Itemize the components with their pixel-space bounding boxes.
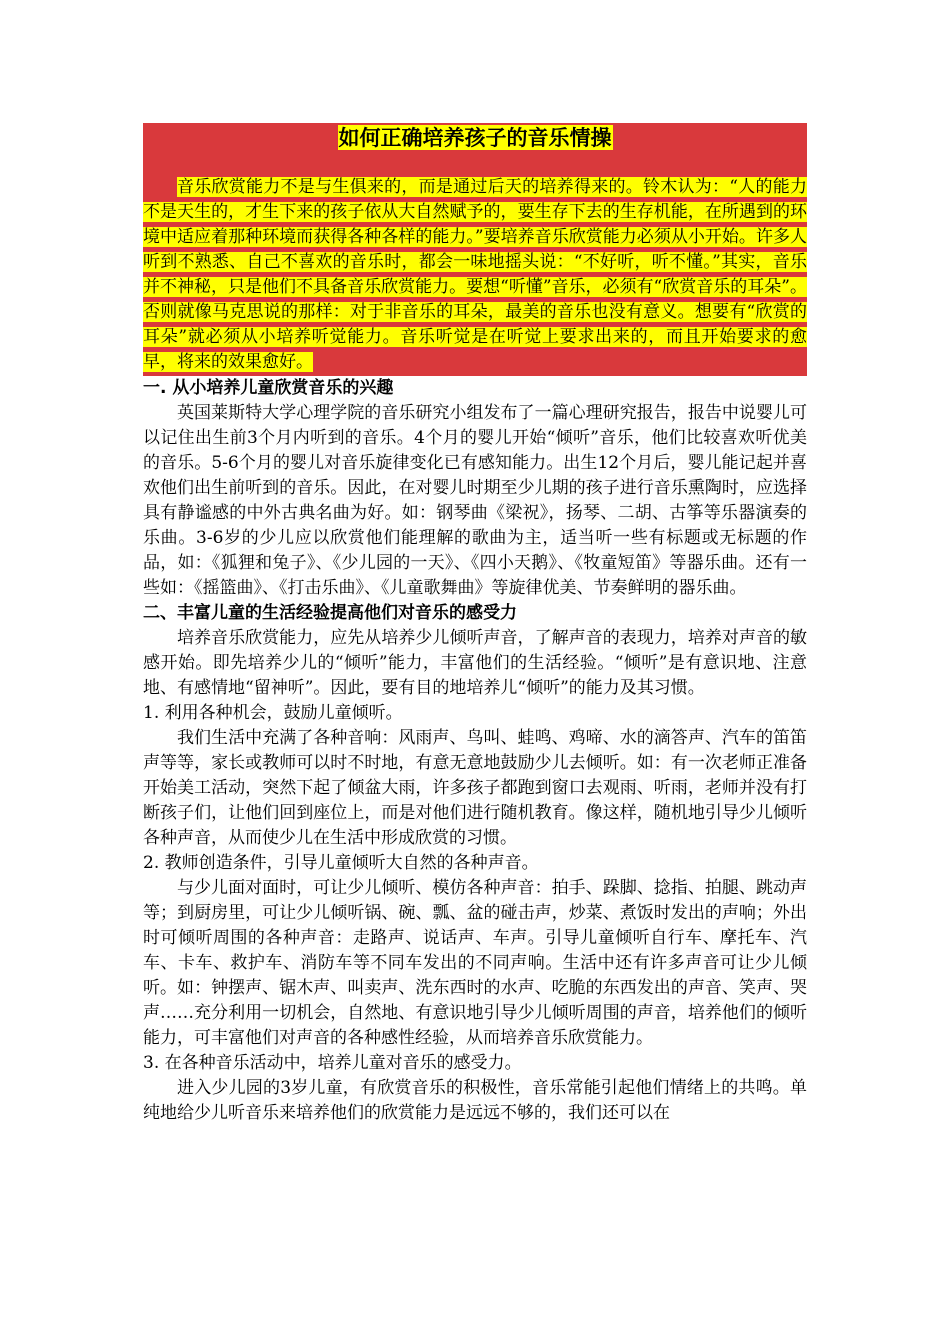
document-body — [143, 123, 807, 1126]
intro-paragraph — [143, 175, 807, 375]
section-2-paragraph: 培养音乐欣赏能力，应先从培养少儿倾听声音，了解声音的表现力，培养对声音的敏感开始。即先培养少儿的“倾听”能力，丰富他们的生活经验。“倾听”是有意识地、注意地、有感情地“留神听”。因此，要有目的地培养儿“倾听”的能力及其习惯。 — [143, 628, 807, 698]
section-1-paragraph: 英国莱斯特大学心理学院的音乐研究小组发布了一篇心理研究报告，报告中说婴儿可以记住出生前3个月内听到的音乐。4个月的婴儿开始“倾听”音乐，他们比较喜欢听优美的音乐。5-6个月的婴儿对音乐旋律变化已有感知能力。出生12个月后，婴儿能记起并喜欢他们出生前听到的音乐。因此，在对婴儿时期至少儿期的孩子进行音乐熏陶时，应选择具有静谧感的中外古典名曲为好。如：钢琴曲《梁祝》，扬琴、二胡、古筝等乐器演奏的乐曲。3-6岁的少儿应以欣赏他们能理解的歌曲为主，适当听一些有标题或无标题的作品，如：《狐狸和兔子》、《少儿园的一天》、《四小天鹅》、《牧童短笛》等器乐曲。还有一些如：《摇篮曲》、《打击乐曲》、《儿童歌舞曲》等旋律优美、节奏鲜明的器乐曲。 — [143, 403, 807, 598]
item-2-body: 与少儿面对面时，可让少儿倾听、模仿各种声音：拍手、跺脚、捻指、拍腿、跳动声等；到厨房里，可让少儿倾听锅、碗、瓢、盆的碰击声，炒菜、煮饭时发出的声响；外出时可倾听周围的各种声音：走路声、说话声、车声。引导儿童倾听自行车、摩托车、汽车、卡车、救护车、消防车等不同车发出的不同声响。生活中还有许多声音可让少儿倾听。如：钟摆声、锯木声、叫卖声、洗东西时的水声、吃脆的东西发出的声音、笑声、哭声……充分利用一切机会，自然地、有意识地引导少儿倾听周围的声音，培养他们的倾听能力，可丰富他们对声音的各种感性经验，从而培养音乐欣赏能力。 — [143, 878, 807, 1048]
highlighted-banner — [143, 123, 807, 376]
item-1-body: 我们生活中充满了各种音响：风雨声、鸟叫、蛙鸣、鸡啼、水的滴答声、汽车的笛笛声等等，家长或教师可以时不时地，有意无意地鼓励少儿去倾听。如：有一次老师正准备开始美工活动，突然下起了倾盆大雨，许多孩子都跑到窗口去观雨、听雨，老师并没有打断孩子们，让他们回到座位上，而是对他们进行随机教育。像这样，随机地引导少儿倾听各种声音，从而使少儿在生活中形成欣赏的习惯。 — [143, 728, 807, 848]
item-1-title: 1. 利用各种机会，鼓励儿童倾听。 — [143, 703, 403, 723]
item-3-body: 进入少儿园的3岁儿童，有欣赏音乐的积极性，音乐常能引起他们情绪上的共鸣。单纯地给少儿听音乐来培养他们的欣赏能力是远远不够的，我们还可以在 — [143, 1078, 807, 1123]
blank-row — [143, 153, 807, 175]
section-1-heading: 一. 从小培养儿童欣赏音乐的兴趣 — [143, 378, 394, 398]
section-2-heading: 二、丰富儿童的生活经验提高他们对音乐的感受力 — [143, 603, 517, 623]
item-2-title: 2. 教师创造条件，引导儿童倾听大自然的各种声音。 — [143, 853, 539, 873]
item-3-title: 3. 在各种音乐活动中，培养儿童对音乐的感受力。 — [143, 1053, 522, 1073]
title-row — [143, 123, 807, 153]
intro-text: 音乐欣赏能力不是与生俱来的，而是通过后天的培养得来的。铃木认为：“人的能力不是天生的，才生下来的孩子依从大自然赋予的，要生存下去的生存机能，在所遇到的环境中适应着那种环境而获得各种各样的能力。”要培养音乐欣赏能力必须从小开始。许多人听到不熟悉、自己不喜欢的音乐时，都会一味地摇头说：“不好听，听不懂。”其实，音乐并不神秘，只是他们不具备音乐欣赏能力。要想“听懂”音乐，必须有“欣赏音乐的耳朵”。否则就像马克思说的那样：对于非音乐的耳朵，最美的音乐也没有意义。想要有“欣赏的耳朵”就必须从小培养听觉能力。音乐听觉是在听觉上要求出来的，而且开始要求的愈早，将来的效果愈好。 — [143, 177, 807, 372]
page-title: 如何正确培养孩子的音乐情操 — [338, 125, 612, 150]
